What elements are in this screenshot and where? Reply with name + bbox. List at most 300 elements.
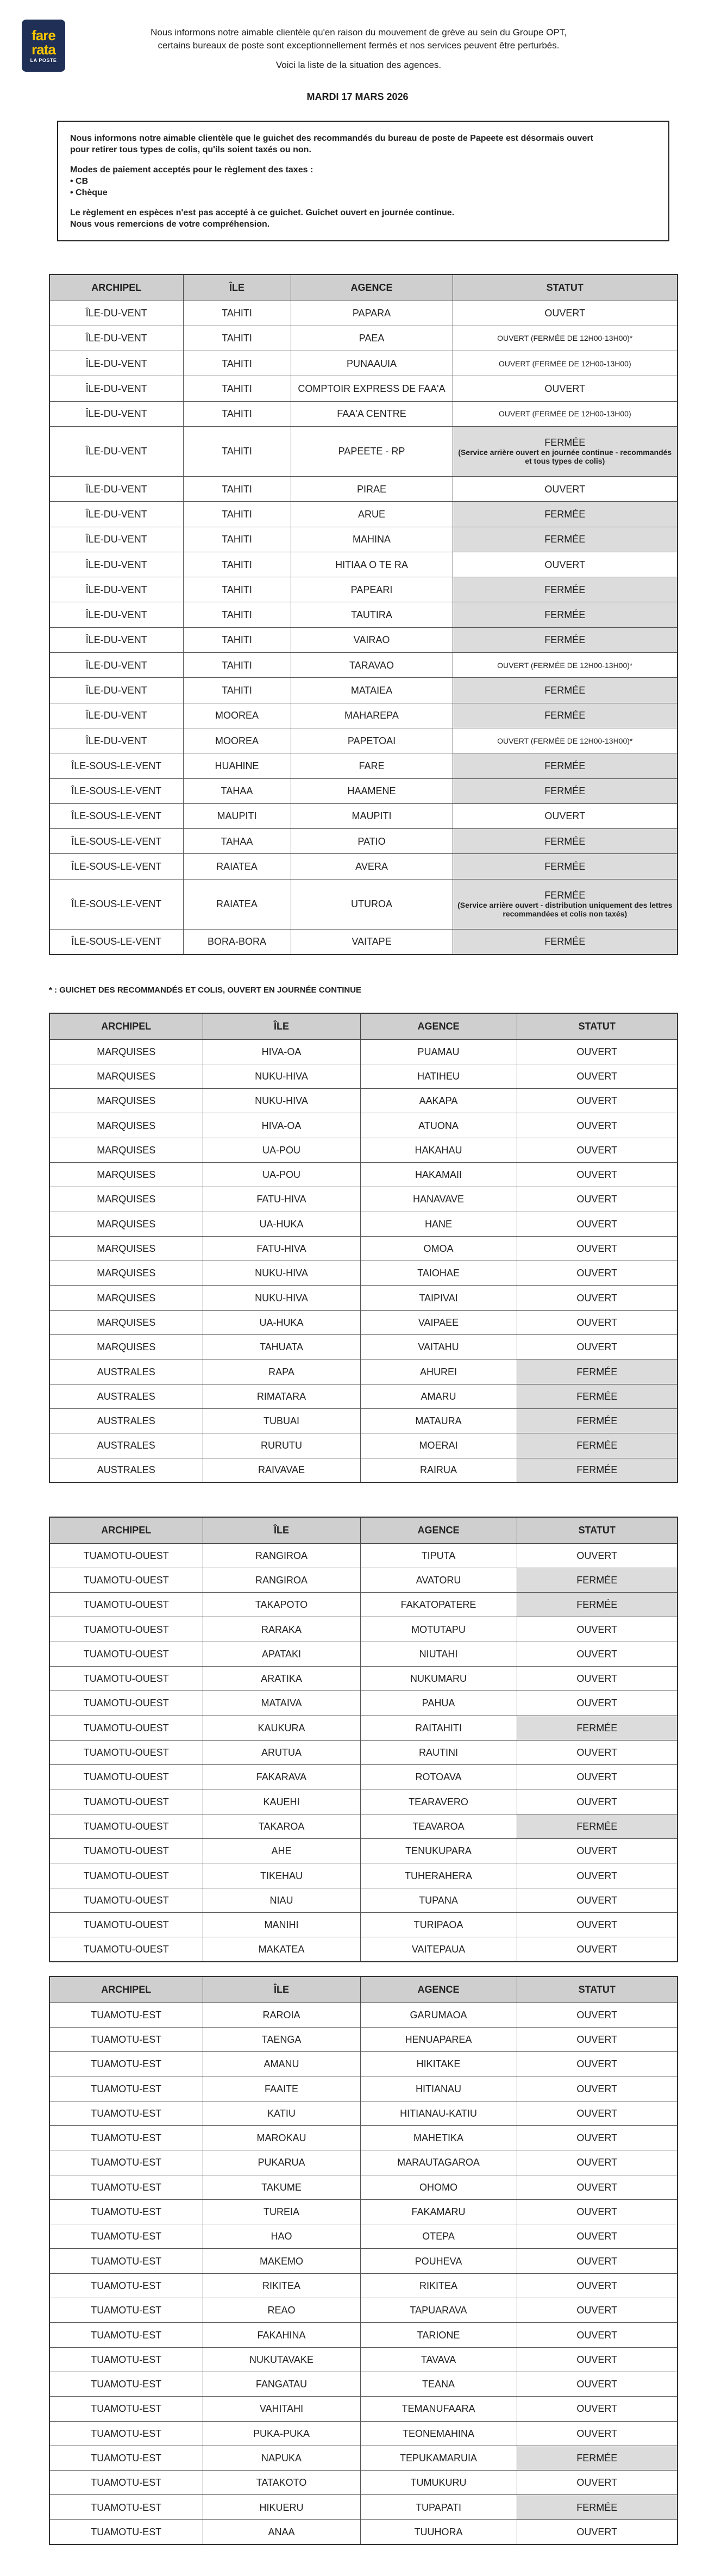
statut-cell [517, 1310, 678, 1334]
table-row [49, 1666, 678, 1691]
agence-cell: TARIONE [360, 2323, 517, 2347]
agence-cell: TIPUTA [360, 1543, 517, 1568]
table-header-row [49, 1517, 678, 1543]
status-text: FERMÉE [576, 1599, 618, 1611]
status-text: OUVERT [576, 1673, 618, 1685]
statut-cell [453, 476, 678, 501]
table-row [49, 1814, 678, 1838]
ile-cell: TAHAA [183, 778, 291, 803]
agence-cell: TEAVAROA [360, 1814, 517, 1838]
ile-cell: MAKATEA [203, 1937, 360, 1962]
archipel-cell: TUAMOTU-EST [49, 2224, 203, 2249]
archipel-cell: TUAMOTU-EST [49, 2323, 203, 2347]
agence-cell: MARAUTAGAROA [360, 2150, 517, 2175]
status-text: OUVERT [576, 2354, 618, 2365]
agence-cell: TEPUKAMARUIA [360, 2446, 517, 2470]
statut-cell [517, 1286, 678, 1310]
ile-cell: MOOREA [183, 728, 291, 753]
column-header-ile: ÎLE [203, 1013, 360, 1039]
archipel-cell: TUAMOTU-EST [49, 2347, 203, 2372]
statut-cell [517, 2027, 678, 2051]
agence-cell: FAA'A CENTRE [291, 401, 453, 426]
status-text: OUVERT [576, 2157, 618, 2168]
status-text: OUVERT [576, 1550, 618, 1561]
status-text: FERMÉE [544, 534, 586, 545]
statut-cell [517, 1912, 678, 1937]
archipel-cell: TUAMOTU-OUEST [49, 1593, 203, 1617]
archipel-cell: TUAMOTU-EST [49, 2150, 203, 2175]
column-header-statut: STATUT [517, 1517, 678, 1543]
agence-cell: VAITAPE [291, 929, 453, 954]
statut-cell [517, 2150, 678, 2175]
agence-cell: PAPARA [291, 301, 453, 326]
ile-cell: TAHITI [183, 627, 291, 652]
ile-cell: RAIATEA [183, 854, 291, 879]
status-text: OUVERT [576, 2428, 618, 2439]
agence-cell: TEANA [360, 2372, 517, 2396]
agence-cell: AVERA [291, 854, 453, 879]
table-row [49, 803, 678, 828]
table-row [49, 2273, 678, 2298]
status-text: OUVERT [576, 1317, 618, 1328]
ile-cell: NAPUKA [203, 2446, 360, 2470]
statut-cell [517, 2397, 678, 2421]
table-header-row [49, 275, 678, 301]
table-row [49, 1543, 678, 1568]
table-row [49, 1568, 678, 1592]
agence-cell: HITIAA O TE RA [291, 552, 453, 577]
status-text: FERMÉE [544, 861, 586, 872]
archipel-cell: ÎLE-SOUS-LE-VENT [49, 778, 183, 803]
table-row [49, 2076, 678, 2101]
table-row [49, 326, 678, 351]
statut-cell [517, 2003, 678, 2027]
archipel-cell: ÎLE-DU-VENT [49, 627, 183, 652]
archipel-cell: TUAMOTU-OUEST [49, 1937, 203, 1962]
statut-cell [517, 1359, 678, 1384]
agence-cell: OHOMO [360, 2175, 517, 2199]
notice-line-3: Le règlement en espèces n'est pas accepté à ce guichet. Guichet ouvert en journée continue. [70, 208, 455, 217]
ile-cell: FAKAHINA [203, 2323, 360, 2347]
ile-cell: FATU-HIVA [203, 1187, 360, 1212]
statut-cell [517, 1617, 678, 1642]
statut-cell [453, 854, 678, 879]
table-row [49, 1839, 678, 1863]
fare-rata-logo [22, 20, 65, 72]
table-row [49, 577, 678, 602]
archipel-cell: TUAMOTU-EST [49, 2076, 203, 2101]
statut-cell [517, 1113, 678, 1138]
agence-cell: TENUKUPARA [360, 1839, 517, 1863]
page-date: MARDI 17 MARS 2026 [306, 91, 409, 102]
ile-cell: MAKEMO [203, 2249, 360, 2273]
ile-cell: RARAKA [203, 1617, 360, 1642]
agence-cell: AMARU [360, 1384, 517, 1408]
statut-cell [517, 2175, 678, 2199]
ile-cell: TUREIA [203, 2199, 360, 2224]
statut-cell [517, 1716, 678, 1740]
agence-cell: GARUMAOA [360, 2003, 517, 2027]
ile-cell: RAROIA [203, 2003, 360, 2027]
agence-cell: HITIANAU [360, 2076, 517, 2101]
agence-cell: TUHERAHERA [360, 1863, 517, 1888]
agence-cell: TAIOHAE [360, 1261, 517, 1286]
archipel-cell: MARQUISES [49, 1138, 203, 1162]
ile-cell: ARATIKA [203, 1666, 360, 1691]
table-row [49, 728, 678, 753]
archipel-cell: TUAMOTU-OUEST [49, 1617, 203, 1642]
intro-line-3: Voici la liste de la situation des agences. [275, 60, 442, 70]
agence-cell: FARE [291, 753, 453, 778]
ile-cell: TAHITI [183, 653, 291, 678]
statut-cell [517, 1691, 678, 1716]
ile-cell: TAHITI [183, 376, 291, 401]
archipel-cell: TUAMOTU-OUEST [49, 1666, 203, 1691]
archipel-cell: TUAMOTU-OUEST [49, 1765, 203, 1789]
footnote: * : GUICHET DES RECOMMANDÉS ET COLIS, OUVERT EN JOURNÉE CONTINUE [49, 986, 362, 995]
ile-cell: NUKU-HIVA [203, 1261, 360, 1286]
column-header-agence: AGENCE [360, 1013, 517, 1039]
ile-cell: RAIVAVAE [203, 1458, 360, 1482]
table-row [49, 2175, 678, 2199]
statut-cell [517, 2052, 678, 2076]
agence-cell: FAKATOPATERE [360, 1593, 517, 1617]
table-row [49, 879, 678, 929]
agence-cell: MATAIEA [291, 678, 453, 703]
ile-cell: TAHITI [183, 426, 291, 476]
ile-cell: TIKEHAU [203, 1863, 360, 1888]
statut-cell [517, 2446, 678, 2470]
status-text: OUVERT [576, 2132, 618, 2144]
ile-cell: TATAKOTO [203, 2471, 360, 2495]
ile-cell: TAKAROA [203, 1814, 360, 1838]
archipel-cell: MARQUISES [49, 1113, 203, 1138]
statut-cell [453, 527, 678, 552]
table-row [49, 653, 678, 678]
ile-cell: HUAHINE [183, 753, 291, 778]
table-row [49, 401, 678, 426]
statut-cell [453, 778, 678, 803]
ile-cell: TAHUATA [203, 1335, 360, 1359]
archipel-cell: ÎLE-DU-VENT [49, 527, 183, 552]
agence-cell: HAKAMAII [360, 1162, 517, 1187]
archipel-cell: ÎLE-DU-VENT [49, 376, 183, 401]
table-row [49, 376, 678, 401]
table-row [49, 2003, 678, 2027]
status-text: FERMÉE [544, 936, 586, 947]
ile-cell: REAO [203, 2298, 360, 2323]
agence-cell: HITIANAU-KATIU [360, 2101, 517, 2125]
agence-cell: AVATORU [360, 1568, 517, 1592]
status-text: FERMÉE [544, 760, 586, 771]
statut-cell [517, 1408, 678, 1433]
ile-cell: TAENGA [203, 2027, 360, 2051]
agence-cell: RIKITEA [360, 2273, 517, 2298]
status-text: FERMÉE [576, 1464, 618, 1476]
status-text: FERMÉE [576, 2452, 618, 2463]
status-text: FERMÉE [576, 1415, 618, 1427]
ile-cell: FAAITE [203, 2076, 360, 2101]
agence-cell: PUAMAU [360, 1039, 517, 1064]
archipel-cell: ÎLE-DU-VENT [49, 703, 183, 728]
archipel-cell: AUSTRALES [49, 1384, 203, 1408]
table-row [49, 2224, 678, 2249]
statut-cell [453, 502, 678, 527]
status-text: OUVERT [576, 1292, 618, 1303]
archipel-cell: TUAMOTU-EST [49, 2446, 203, 2470]
statut-cell [517, 2249, 678, 2273]
agence-cell: TUPANA [360, 1888, 517, 1912]
table-row [49, 1113, 678, 1138]
status-text: OUVERT [576, 2083, 618, 2094]
status-text: OUVERT [544, 308, 586, 319]
archipel-cell: ÎLE-DU-VENT [49, 326, 183, 351]
status-text: FERMÉE [544, 634, 586, 646]
ile-cell: MATAIVA [203, 1691, 360, 1716]
status-text: OUVERT [576, 2255, 618, 2267]
intro-line-1: Nous informons notre aimable clientèle qu'en raison du mouvement de grève au sein du Groupe OPT, [150, 27, 567, 38]
statut-cell [517, 2224, 678, 2249]
table-row [49, 1310, 678, 1334]
table-row [49, 753, 678, 778]
archipel-cell: TUAMOTU-OUEST [49, 1691, 203, 1716]
status-text: OUVERT [576, 1342, 618, 1353]
statut-cell [517, 1814, 678, 1838]
statut-cell [453, 829, 678, 854]
status-text: FERMÉE [544, 710, 586, 721]
ile-cell: HIVA-OA [203, 1113, 360, 1138]
archipel-cell: TUAMOTU-EST [49, 2003, 203, 2027]
notice-line-4: Nous vous remercions de votre compréhension. [70, 220, 270, 229]
ile-cell: MAUPITI [183, 803, 291, 828]
status-text: OUVERT [576, 2403, 618, 2415]
statut-cell [517, 1543, 678, 1568]
ile-cell: AMANU [203, 2052, 360, 2076]
agence-cell: MAHINA [291, 527, 453, 552]
table-row [49, 1089, 678, 1113]
ile-cell: TAHAA [183, 829, 291, 854]
archipel-cell: ÎLE-DU-VENT [49, 426, 183, 476]
status-text: FERMÉE [544, 890, 586, 901]
intro-text [120, 26, 598, 72]
archipel-cell: TUAMOTU-OUEST [49, 1740, 203, 1764]
ile-cell: RIMATARA [203, 1384, 360, 1408]
agence-cell: RAUTINI [360, 1740, 517, 1764]
status-text: OUVERT [576, 2477, 618, 2488]
notice-box [57, 121, 669, 241]
statut-cell [517, 1384, 678, 1408]
agence-cell: UTUROA [291, 879, 453, 929]
table-row [49, 502, 678, 527]
archipel-cell: TUAMOTU-EST [49, 2199, 203, 2224]
status-text: OUVERT [576, 2181, 618, 2193]
archipel-cell: TUAMOTU-OUEST [49, 1789, 203, 1814]
archipel-cell: MARQUISES [49, 1286, 203, 1310]
statut-cell [517, 1937, 678, 1962]
column-header-archipel: ARCHIPEL [49, 1517, 203, 1543]
ile-cell: TAKUME [203, 2175, 360, 2199]
ile-cell: TUBUAI [203, 1408, 360, 1433]
status-text: OUVERT [576, 2034, 618, 2045]
statut-cell [517, 1064, 678, 1088]
status-text: OUVERT [544, 483, 586, 495]
agence-cell: RAIRUA [360, 1458, 517, 1482]
agence-cell: MOTUTAPU [360, 1617, 517, 1642]
statut-cell [517, 1765, 678, 1789]
table-row [49, 1593, 678, 1617]
status-text: FERMÉE [576, 2502, 618, 2513]
statut-cell [517, 2101, 678, 2125]
table-row [49, 929, 678, 954]
agence-cell: TURIPAOA [360, 1912, 517, 1937]
status-text: OUVERT [576, 2329, 618, 2341]
statut-cell [453, 653, 678, 678]
archipel-cell: ÎLE-SOUS-LE-VENT [49, 929, 183, 954]
ile-cell: TAHITI [183, 502, 291, 527]
status-text: OUVERT [576, 1796, 618, 1807]
table-row [49, 351, 678, 376]
status-text: OUVERT (FERMÉE DE 12H00-13H00)* [497, 334, 633, 343]
statut-cell [453, 753, 678, 778]
agence-cell: AAKAPA [360, 1089, 517, 1113]
statut-cell [517, 2076, 678, 2101]
statut-cell [517, 1212, 678, 1236]
table-row [49, 1433, 678, 1458]
status-text: FERMÉE [544, 508, 586, 520]
statut-cell [517, 1138, 678, 1162]
table-row [49, 627, 678, 652]
ile-cell: MAROKAU [203, 2125, 360, 2150]
status-text: OUVERT [576, 1894, 618, 1906]
agence-cell: PAPETOAI [291, 728, 453, 753]
archipel-cell: TUAMOTU-OUEST [49, 1543, 203, 1568]
ile-cell: RAIATEA [183, 879, 291, 929]
statut-cell [517, 1839, 678, 1863]
archipel-cell: TUAMOTU-EST [49, 2298, 203, 2323]
statut-cell [517, 2421, 678, 2446]
status-text: OUVERT (FERMÉE DE 12H00-13H00)* [497, 660, 633, 670]
ile-cell: TAHITI [183, 326, 291, 351]
statut-cell [517, 1187, 678, 1212]
statut-cell [517, 1433, 678, 1458]
ile-cell: KATIU [203, 2101, 360, 2125]
statut-cell [517, 1261, 678, 1286]
archipel-cell: TUAMOTU-EST [49, 2471, 203, 2495]
table-header-row [49, 1976, 678, 2003]
table-row [49, 778, 678, 803]
ile-cell: TAHITI [183, 552, 291, 577]
archipel-cell: TUAMOTU-OUEST [49, 1642, 203, 1666]
statut-cell [517, 1642, 678, 1666]
archipel-cell: ÎLE-DU-VENT [49, 301, 183, 326]
statut-cell [517, 1740, 678, 1764]
table-row [49, 2495, 678, 2519]
archipel-cell: ÎLE-DU-VENT [49, 653, 183, 678]
status-text: OUVERT (FERMÉE DE 12H00-13H00) [498, 359, 631, 368]
archipel-cell: TUAMOTU-EST [49, 2249, 203, 2273]
agence-cell: MATAURA [360, 1408, 517, 1433]
table-row [49, 1617, 678, 1642]
status-text: FERMÉE [544, 785, 586, 797]
archipel-cell: ÎLE-DU-VENT [49, 351, 183, 376]
column-header-agence: AGENCE [291, 275, 453, 301]
table-row [49, 1716, 678, 1740]
agence-cell: VAITAHU [360, 1335, 517, 1359]
status-text: OUVERT [576, 1648, 618, 1660]
archipel-cell: TUAMOTU-EST [49, 2125, 203, 2150]
statut-cell [517, 1593, 678, 1617]
ile-cell: TAKAPOTO [203, 1593, 360, 1617]
table-row [49, 1286, 678, 1310]
statut-cell [453, 728, 678, 753]
agence-cell: PUNAAUIA [291, 351, 453, 376]
status-text: OUVERT [576, 1870, 618, 1881]
archipel-cell: MARQUISES [49, 1089, 203, 1113]
table-row [49, 703, 678, 728]
statut-cell [517, 1458, 678, 1482]
notice-payment-cheque: • Chèque [70, 188, 108, 197]
intro-line-2: certains bureaux de poste sont exceptionnellement fermés et nos services peuvent être perturbés. [158, 40, 560, 51]
ile-cell: UA-POU [203, 1162, 360, 1187]
ile-cell: TAHITI [183, 527, 291, 552]
column-header-archipel: ARCHIPEL [49, 275, 183, 301]
status-text: OUVERT [576, 1698, 618, 1709]
archipel-cell: TUAMOTU-EST [49, 2397, 203, 2421]
agence-cell: OTEPA [360, 2224, 517, 2249]
table-row [49, 2421, 678, 2446]
column-header-ile: ÎLE [183, 275, 291, 301]
archipel-cell: AUSTRALES [49, 1433, 203, 1458]
status-text: OUVERT [576, 1944, 618, 1955]
table-row [49, 1642, 678, 1666]
agence-cell: HATIHEU [360, 1064, 517, 1088]
status-text: FERMÉE [544, 685, 586, 696]
table-row [49, 426, 678, 476]
statut-cell [517, 2372, 678, 2396]
table-row [49, 1335, 678, 1359]
status-text: OUVERT [576, 1243, 618, 1255]
status-text: OUVERT [576, 1268, 618, 1279]
agence-cell: PAPEETE - RP [291, 426, 453, 476]
table-row [49, 1039, 678, 1064]
agence-cell: FAKAMARU [360, 2199, 517, 2224]
status-text: FERMÉE [544, 584, 586, 595]
agence-cell: HAKAHAU [360, 1138, 517, 1162]
table-row [49, 1359, 678, 1384]
agency-table-tuamotu-est [49, 1976, 678, 2545]
agence-cell: MAHAREPA [291, 703, 453, 728]
status-text: OUVERT [576, 1747, 618, 1758]
archipel-cell: ÎLE-DU-VENT [49, 728, 183, 753]
agence-cell: POUHEVA [360, 2249, 517, 2273]
agence-cell: TAUTIRA [291, 602, 453, 627]
archipel-cell: TUAMOTU-OUEST [49, 1839, 203, 1863]
status-text: FERMÉE [576, 1390, 618, 1402]
table-row [49, 1384, 678, 1408]
statut-cell [453, 552, 678, 577]
archipel-cell: ÎLE-SOUS-LE-VENT [49, 879, 183, 929]
status-text: OUVERT [576, 2206, 618, 2218]
archipel-cell: ÎLE-DU-VENT [49, 577, 183, 602]
statut-cell [517, 2298, 678, 2323]
agence-cell: TAVAVA [360, 2347, 517, 2372]
agence-cell: MAUPITI [291, 803, 453, 828]
table-row [49, 2347, 678, 2372]
table-row [49, 2372, 678, 2396]
statut-cell [517, 2495, 678, 2519]
agence-cell: TUPAPATI [360, 2495, 517, 2519]
status-text: FERMÉE [576, 1440, 618, 1451]
